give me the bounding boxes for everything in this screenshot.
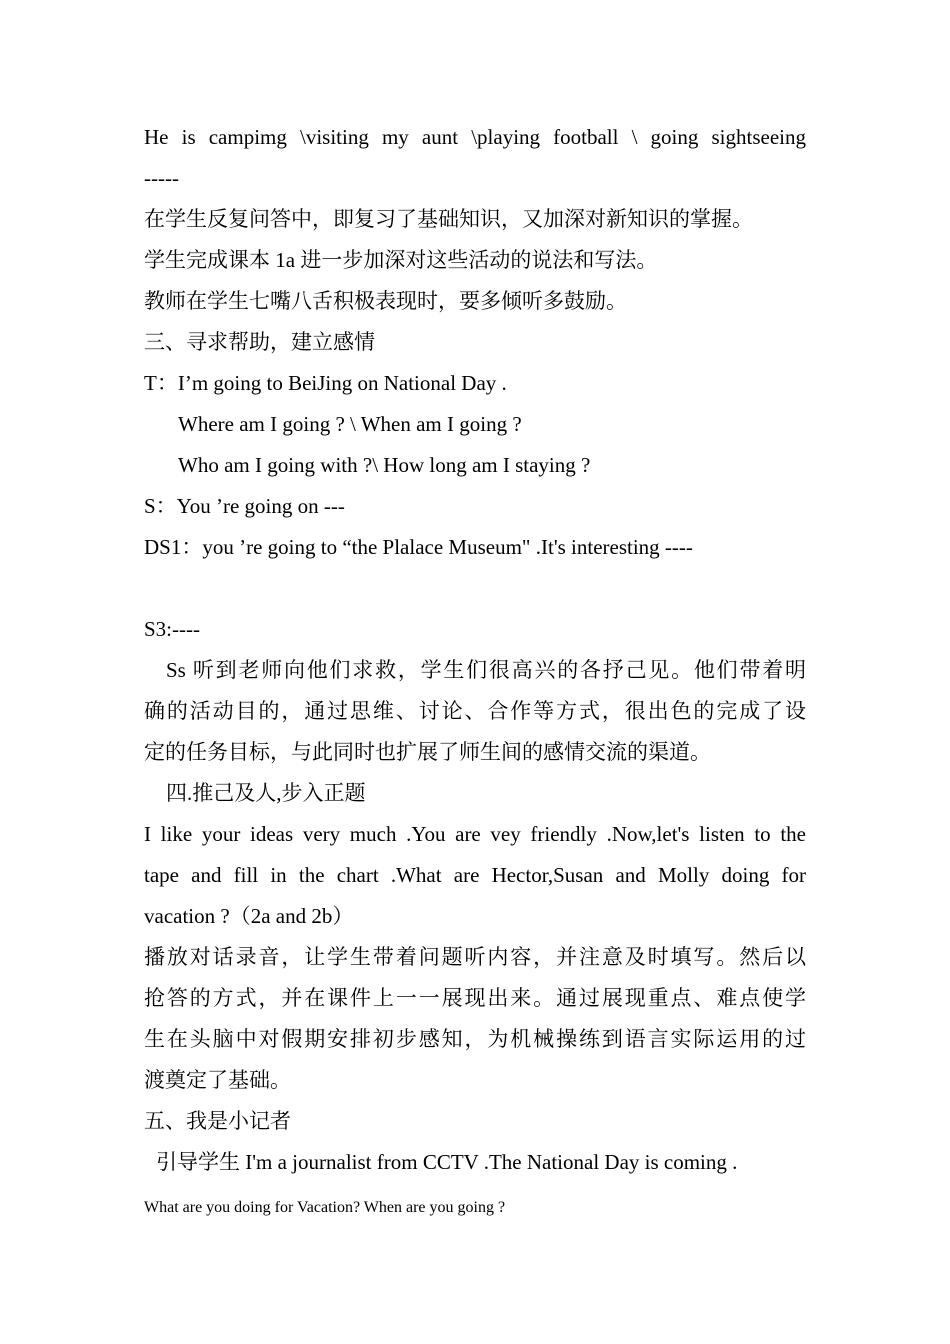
text-line-who-how-long: Who am I going with ?\ How long am I staying ? xyxy=(178,453,591,477)
section-heading-5: 五、我是小记者 xyxy=(144,1109,291,1133)
paragraph-line-1: Ss 听到老师向他们求救，学生们很高兴的各抒己见。他们带着明 xyxy=(166,658,806,682)
text-line-questions: What are you doing for Vacation? When are you going ? xyxy=(144,1199,506,1216)
text-line-student: S：You ’re going on --- xyxy=(144,494,345,518)
paragraph2-line-3: 生在头脑中对假期安排初步感知，为机械操练到语言实际运用的过 xyxy=(144,1027,806,1051)
text-line-ds1: DS1：you ’re going to “the Plalace Museum" .It's interesting ---- xyxy=(144,535,693,559)
paragraph2-line-1: 播放对话录音，让学生带着问题听内容，并注意及时填写。然后以 xyxy=(144,945,806,969)
text-line-vacation: vacation ?（2a and 2b） xyxy=(144,904,354,928)
text-line-tape: tape and fill in the chart .What are Hector,Susan and Molly doing for xyxy=(144,863,806,887)
text-line-ideas: I like your ideas very much .You are vey friendly .Now,let's listen to the xyxy=(144,822,806,846)
section-heading-4: 四.推己及人,步入正题 xyxy=(166,781,366,805)
text-line-s3: S3:---- xyxy=(144,617,200,641)
text-line-activities: He is campimg \visiting my aunt \playing football \ going sightseeing xyxy=(144,125,806,149)
text-line-where-when: Where am I going ? \ When am I going ? xyxy=(178,412,522,436)
text-line-textbook: 学生完成课本 1a 进一步加深对这些活动的说法和写法。 xyxy=(144,248,658,272)
paragraph2-line-4: 渡奠定了基础。 xyxy=(144,1068,291,1092)
paragraph-line-2: 确的活动目的，通过思维、讨论、合作等方式，很出色的完成了设 xyxy=(144,699,806,723)
text-line-dashes: ----- xyxy=(144,166,179,190)
paragraph-line-3: 定的任务目标，与此同时也扩展了师生间的感情交流的渠道。 xyxy=(144,740,711,764)
text-line-teacher: T：I’m going to BeiJing on National Day . xyxy=(144,371,507,395)
text-line-journalist: 引导学生 I'm a journalist from CCTV .The National Day is coming . xyxy=(156,1150,738,1174)
text-line-encourage: 教师在学生七嘴八舌积极表现时，要多倾听多鼓励。 xyxy=(144,289,627,313)
paragraph2-line-2: 抢答的方式，并在课件上一一展现出来。通过展现重点、难点使学 xyxy=(144,986,806,1010)
text-line-review: 在学生反复问答中，即复习了基础知识，又加深对新知识的掌握。 xyxy=(144,207,753,231)
section-heading-3: 三、寻求帮助，建立感情 xyxy=(144,330,375,354)
